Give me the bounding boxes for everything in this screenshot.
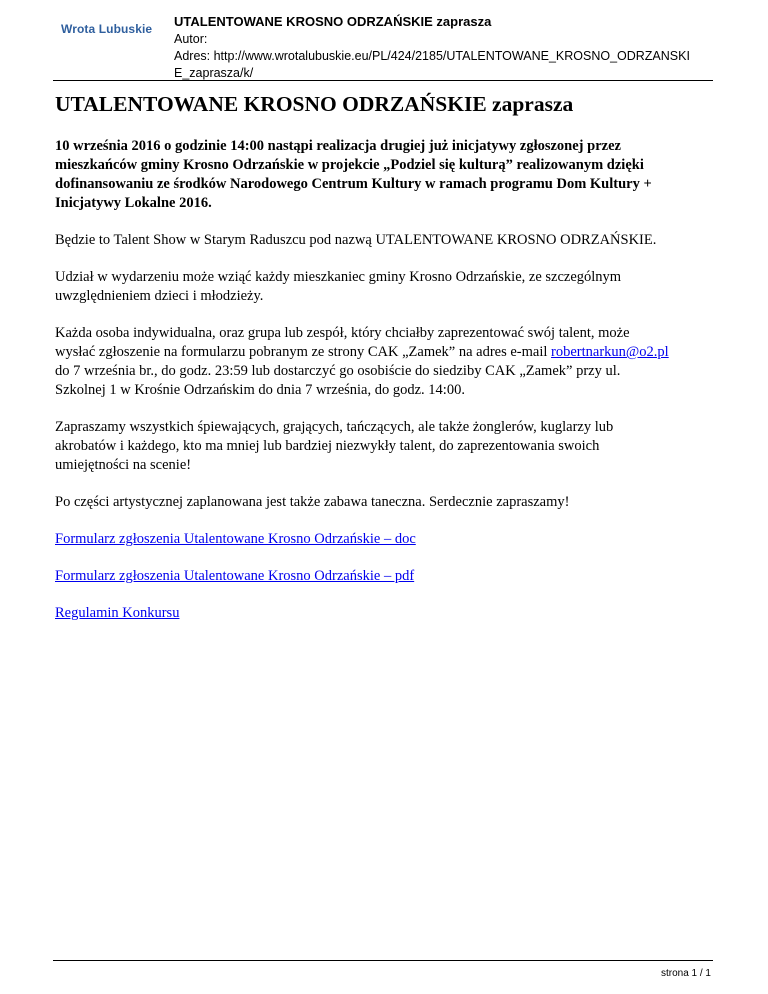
header-divider <box>53 80 713 81</box>
paragraph-invitation <box>55 418 715 475</box>
lead-line: dofinansowaniu ze środków Narodowego Centrum Kultury w ramach programu Dom Kultury + <box>55 176 652 192</box>
lead-line: Inicjatywy Lokalne 2016. <box>55 195 212 211</box>
print-header <box>174 13 714 82</box>
paragraph-line: akrobatów i każdego, kto ma mniej lub bardziej niezwykły talent, do zaprezentowania swoich <box>55 438 600 454</box>
lead-paragraph <box>55 137 715 213</box>
paragraph-talent-show: Będzie to Talent Show w Starym Raduszcu pod nazwą UTALENTOWANE KROSNO ODRZAŃSKIE. <box>55 232 657 248</box>
link-paragraph-doc <box>55 530 715 549</box>
link-paragraph-rules <box>55 604 715 623</box>
paragraph-line: uwzględnieniem dzieci i młodzieży. <box>55 288 264 304</box>
page-number: strona 1 / 1 <box>660 968 711 979</box>
header-address-line-1: Adres: http://www.wrotalubuskie.eu/PL/424/2185/UTALENTOWANE_KROSNO_ODRZANSKI <box>174 49 690 63</box>
lead-line: mieszkańców gminy Krosno Odrzańskie w projekcie „Podziel się kulturą” realizowanym dzięki <box>55 157 644 173</box>
paragraph-dance: Po części artystycznej zaplanowana jest także zabawa taneczna. Serdecznie zapraszamy! <box>55 494 570 510</box>
paragraph-line: wysłać zgłoszenie na formularzu pobranym ze strony CAK „Zamek” na adres e-mail <box>55 344 552 360</box>
form-doc-link[interactable]: Formularz zgłoszenia Utalentowane Krosno Odrzańskie – doc <box>55 531 416 547</box>
rules-link[interactable]: Regulamin Konkursu <box>55 605 180 621</box>
paragraph-line: Każda osoba indywidualna, oraz grupa lub zespół, który chciałby zaprezentować swój talent, może <box>55 325 630 341</box>
paragraph-line: Udział w wydarzeniu może wziąć każdy mieszkaniec gminy Krosno Odrzańskie, ze szczególnym <box>55 269 622 285</box>
article-title: UTALENTOWANE KROSNO ODRZAŃSKIE zaprasza <box>55 92 574 116</box>
paragraph-participation <box>55 268 715 306</box>
header-author: Autor: <box>174 32 208 46</box>
header-title: UTALENTOWANE KROSNO ODRZAŃSKIE zaprasza <box>174 14 492 29</box>
header-address-line-2: E_zaprasza/k/ <box>174 66 254 80</box>
paragraph-line: do 7 września br., do godz. 23:59 lub dostarczyć go osobiście do siedziby CAK „Zamek” przy ul. <box>55 363 621 379</box>
form-pdf-link[interactable]: Formularz zgłoszenia Utalentowane Krosno Odrzańskie – pdf <box>55 568 415 584</box>
lead-line: 10 września 2016 o godzinie 14:00 nastąpi realizacja drugiej już inicjatywy zgłoszonej przez <box>55 138 621 154</box>
link-paragraph-pdf <box>55 567 715 586</box>
paragraph-line: umiejętności na scenie! <box>55 457 192 473</box>
email-link[interactable]: robertnarkun@o2.pl <box>551 344 669 360</box>
paragraph-application <box>55 324 715 400</box>
paragraph-line: Szkolnej 1 w Krośnie Odrzańskim do dnia 7 września, do godz. 14:00. <box>55 382 465 398</box>
article <box>55 90 715 623</box>
site-logo: Wrota Lubuskie <box>61 22 153 36</box>
footer-divider <box>53 960 713 961</box>
paragraph-line: Zapraszamy wszystkich śpiewających, grających, tańczących, ale także żonglerów, kuglarzy lub <box>55 419 614 435</box>
